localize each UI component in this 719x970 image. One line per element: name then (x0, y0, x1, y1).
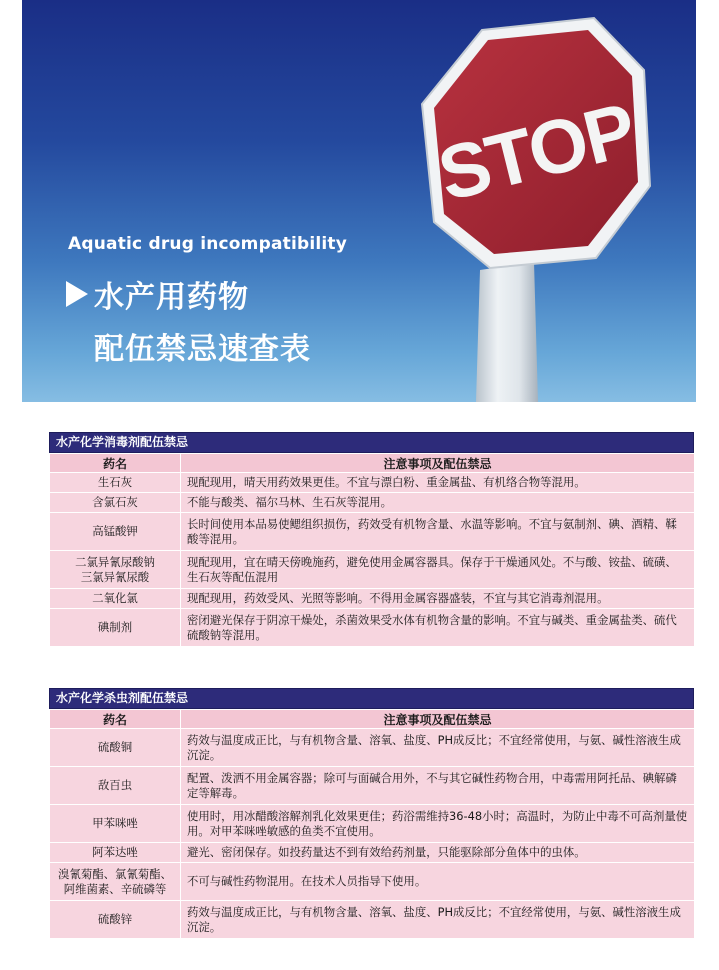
table-row (50, 863, 695, 901)
drug-note: 现配现用，晴天用药效果更佳。不宜与漂白粉、重金属盐、有机络合物等混用。 (181, 473, 695, 493)
chinese-title-line1 (66, 272, 249, 316)
sign-pole (476, 262, 538, 402)
column-header-notes: 注意事项及配伍禁忌 (181, 710, 695, 729)
table-row (50, 551, 695, 589)
chinese-title-line1-text: 水产用药物 (94, 280, 249, 315)
drug-note: 密闭避光保存于阴凉干燥处，杀菌效果受水体有机物含量的影响。不宜与碱类、重金属盐类、硫代硫酸钠等混用。 (181, 609, 695, 647)
play-arrow-icon (66, 281, 88, 307)
chinese-title-line2: 配伍禁忌速查表 (94, 332, 311, 367)
table-row (50, 805, 695, 843)
table-row (50, 901, 695, 939)
drug-note: 不可与碱性药物混用。在技术人员指导下使用。 (181, 863, 695, 901)
drug-name: 二氯异氰尿酸钠 三氯异氰尿酸 (50, 551, 181, 589)
drug-note: 现配现用，药效受风、光照等影响。不得用金属容器盛装，不宜与其它消毒剂混用。 (181, 589, 695, 609)
table-row (50, 513, 695, 551)
english-title: Aquatic drug incompatibility (68, 234, 348, 254)
drug-name: 硫酸铜 (50, 729, 181, 767)
table-header-row (50, 454, 695, 473)
drug-note: 现配现用，宜在晴天傍晚施药，避免使用金属容器具。保存于干燥通风处。不与酸、铵盐、硫磺、生石灰等配伍混用 (181, 551, 695, 589)
drug-name: 生石灰 (50, 473, 181, 493)
drug-name: 碘制剂 (50, 609, 181, 647)
drug-name: 硫酸锌 (50, 901, 181, 939)
drug-name: 阿苯达唑 (50, 843, 181, 863)
drug-name: 二氧化氯 (50, 589, 181, 609)
drug-name: 高锰酸钾 (50, 513, 181, 551)
drug-note: 使用时，用冰醋酸溶解剂乳化效果更佳；药浴需维持36-48小时；高温时，为防止中毒不可高剂量使用。对甲苯咪唑敏感的鱼类不宜使用。 (181, 805, 695, 843)
drug-note: 长时间使用本品易使鳃组织损伤，药效受有机物含量、水温等影响。不宜与氨制剂、碘、酒精、鞣酸等混用。 (181, 513, 695, 551)
insecticide-section (49, 688, 694, 939)
disinfectant-section (49, 432, 694, 647)
drug-name: 甲苯咪唑 (50, 805, 181, 843)
column-header-notes: 注意事项及配伍禁忌 (181, 454, 695, 473)
disinfectant-section-title: 水产化学消毒剂配伍禁忌 (49, 432, 694, 453)
column-header-drug: 药名 (50, 710, 181, 729)
drug-note: 药效与温度成正比，与有机物含量、溶氧、盐度、PH成反比；不宜经常使用，与氨、碱性溶液生成沉淀。 (181, 729, 695, 767)
drug-name: 溴氰菊酯、氯氰菊酯、 阿维菌素、辛硫磷等 (50, 863, 181, 901)
table-row (50, 589, 695, 609)
disinfectant-table (49, 453, 695, 647)
table-row (50, 493, 695, 513)
drug-note: 配置、泼洒不用金属容器；除可与面碱合用外，不与其它碱性药物合用，中毒需用阿托品、碘解磷定等解毒。 (181, 767, 695, 805)
table-row (50, 473, 695, 493)
drug-note: 药效与温度成正比，与有机物含量、溶氧、盐度、PH成反比；不宜经常使用，与氨、碱性溶液生成沉淀。 (181, 901, 695, 939)
table-row (50, 729, 695, 767)
drug-note: 不能与酸类、福尔马林、生石灰等混用。 (181, 493, 695, 513)
table-row (50, 767, 695, 805)
drug-note: 避光、密闭保存。如投药量达不到有效给药剂量，只能驱除部分鱼体中的虫体。 (181, 843, 695, 863)
column-header-drug: 药名 (50, 454, 181, 473)
insecticide-section-title: 水产化学杀虫剂配伍禁忌 (49, 688, 694, 709)
table-row (50, 843, 695, 863)
drug-name: 含氯石灰 (50, 493, 181, 513)
insecticide-table (49, 709, 695, 939)
sign-stop-text: STOP (430, 87, 643, 218)
table-header-row (50, 710, 695, 729)
table-row (50, 609, 695, 647)
drug-name: 敌百虫 (50, 767, 181, 805)
hero-banner (22, 0, 696, 402)
